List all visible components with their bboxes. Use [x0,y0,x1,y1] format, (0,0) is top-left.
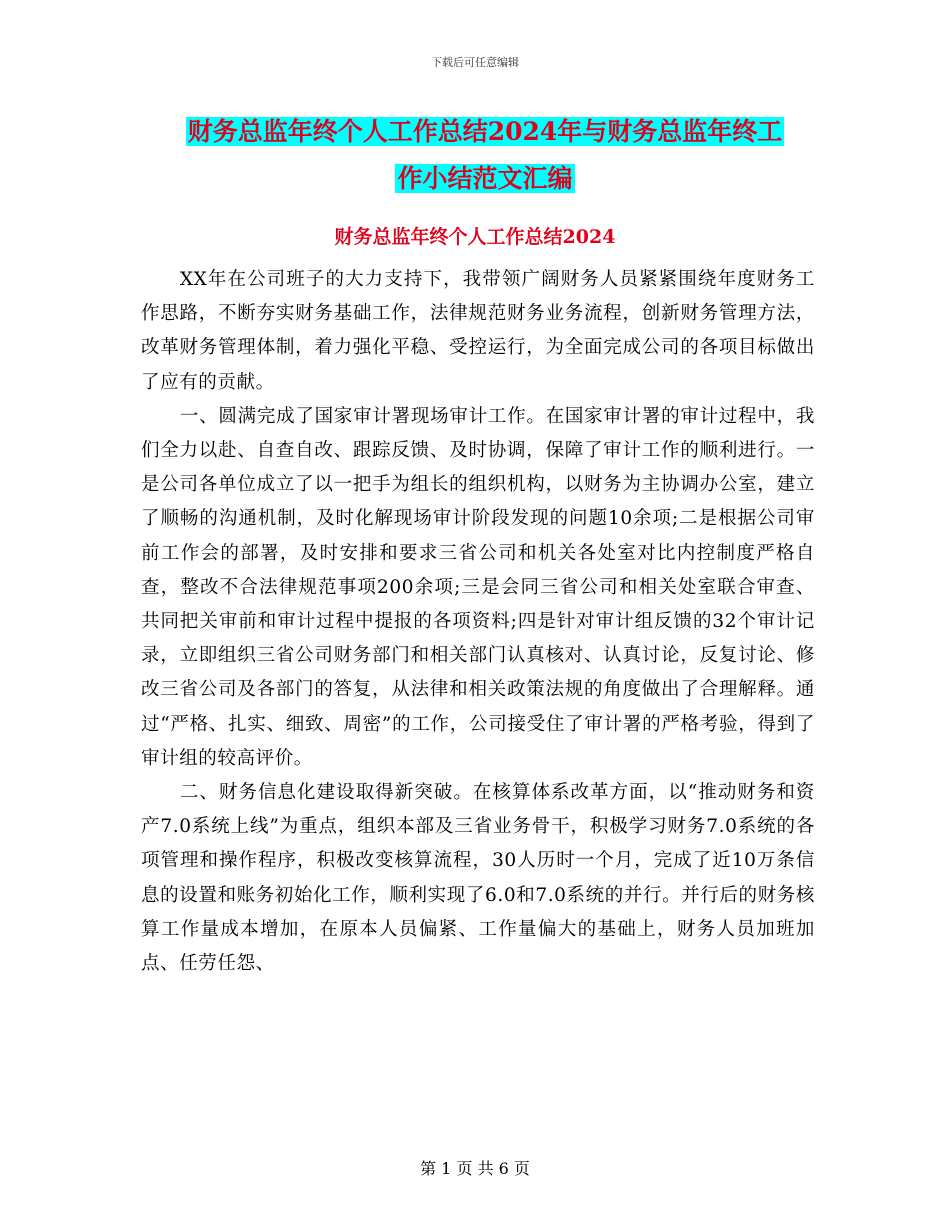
paragraph: XX年在公司班子的大力支持下，我带领广阔财务人员紧紧围绕年度财务工作思路，不断夯实财务基础工作，法律规范财务业务流程，创新财务管理方法，改革财务管理体制，着力强化平稳、受控运行，为全面完成公司的各项目标做出了应有的贡献。 [141,269,815,393]
page-number-label: 第 1 页 共 6 页 [420,1159,530,1178]
document-body [141,263,815,981]
paragraph: 二、财务信息化建设取得新突破。在核算体系改革方面，以“推动财务和资产7.0系统上线”为重点，组织本部及三省业务骨干，积极学习财务7.0系统的各项管理和操作程序，积极改变核算流程，30人历时一个月，完成了近10万条信息的设置和账务初始化工作，顺利实现了6.0和7.0系统的并行。并行后的财务核算工作量成本增加，在原本人员偏紧、工作量偏大的基础上，财务人员加班加点、任劳任怨、 [141,782,815,975]
paragraph: 一、圆满完成了国家审计署现场审计工作。在国家审计署的审计过程中，我们全力以赴、自查自改、跟踪反馈、及时协调，保障了审计工作的顺利进行。一是公司各单位成立了以一把手为组长的组织机构，以财务为主协调办公室，建立了顺畅的沟通机制，及时化解现场审计阶段发现的问题10余项;二是根据公司审前工作会的部署，及时安排和要求三省公司和机关各处室对比内控制度严格自查，整改不合法律规范事项200余项;三是会同三省公司和相关处室联合审查、共同把关审前和审计过程中提报的各项资料;四是针对审计组反馈的32个审计记录，立即组织三省公司财务部门和相关部门认真核对、认真讨论，反复讨论、修改三省公司及各部门的答复，从法律和相关政策法规的角度做出了合理解释。通过“严格、扎实、细致、周密”的工作，公司接受住了审计署的严格考验，得到了审计组的较高评价。 [141,405,815,769]
document-title [140,108,830,202]
page-footer [0,1156,950,1179]
header-note: 下载后可任意编辑 [431,56,519,69]
document-title-line-2: 作小结范文汇编 [397,164,573,193]
document-title-line-1: 财务总监年终个人工作总结2024年与财务总监年终工 [187,117,783,146]
section-title: 财务总监年终个人工作总结2024 [334,226,616,248]
